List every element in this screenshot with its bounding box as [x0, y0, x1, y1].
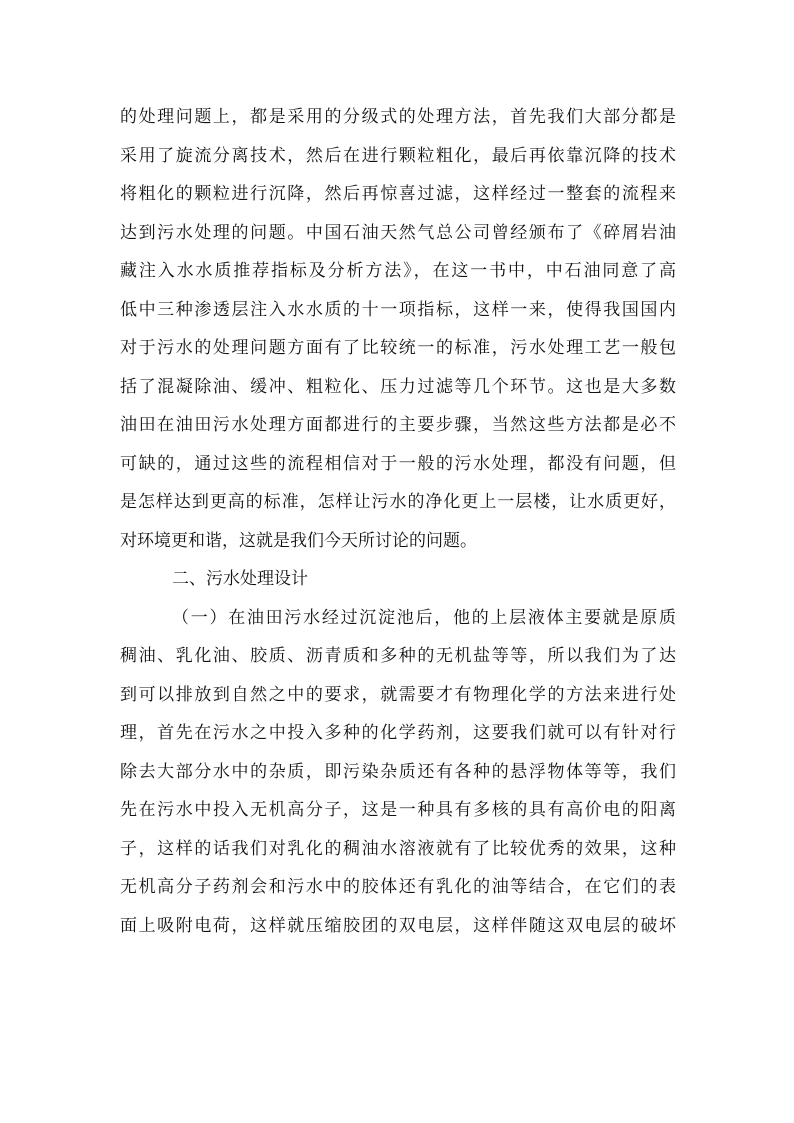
text-line: 对于污水的处理问题方面有了比较统一的标准，污水处理工艺一般包 [120, 338, 676, 358]
text-line: 藏注入水水质推荐指标及分析方法》，在这一书中，中石油同意了高 [120, 261, 676, 281]
text-line: 达到污水处理的问题。中国石油天然气总公司曾经颁布了《碎屑岩油 [120, 222, 676, 243]
text-line: 无机高分子药剂会和污水中的胶体还有乳化的油等结合，在它们的表 [120, 877, 676, 897]
text-line: 面上吸附电荷，这样就压缩胶团的双电层，这样伴随这双电层的破坏 [120, 915, 676, 936]
text-line: 子，这样的话我们对乳化的稠油水溶液就有了比较优秀的效果，这种 [120, 838, 676, 859]
text-line: 是怎样达到更高的标准，怎样让污水的净化更上一层楼，让水质更好， [120, 492, 676, 512]
text-line: 将粗化的颗粒进行沉降，然后再惊喜过滤，这样经过一整套的流程来 [120, 184, 676, 204]
body-text [120, 98, 676, 945]
text-line: 低中三种渗透层注入水水质的十一项指标，这样一来，使得我国国内 [120, 299, 676, 320]
text-line: 可缺的，通过这些的流程相信对于一般的污水处理，都没有问题，但 [120, 453, 676, 474]
text-line: 的处理问题上，都是采用的分级式的处理方法，首先我们大部分都是 [120, 107, 676, 127]
text-line: 对环境更和谐，这就是我们今天所讨论的问题。 [120, 530, 477, 551]
text-line: 采用了旋流分离技术，然后在进行颗粒粗化，最后再依靠沉降的技术 [120, 145, 676, 166]
text-line: 稠油、乳化油、胶质、沥青质和多种的无机盐等等，所以我们为了达 [120, 646, 676, 666]
text-line: （一）在油田污水经过沉淀池后，他的上层液体主要就是原质 [172, 607, 676, 628]
text-line: 括了混凝除油、缓冲、粗粒化、压力过滤等几个环节。这也是大多数 [120, 376, 676, 397]
text-line: 先在污水中投入无机高分子，这是一种具有多核的具有高价电的阳离 [120, 800, 676, 820]
section-heading: 二、污水处理设计 [172, 569, 308, 589]
text-line: 理，首先在污水之中投入多种的化学药剂，这要我们就可以有针对行 [120, 723, 676, 743]
text-line: 到可以排放到自然之中的要求，就需要才有物理化学的方法来进行处 [120, 684, 676, 705]
text-line: 除去大部分水中的杂质，即污染杂质还有各种的悬浮物体等等，我们 [120, 761, 676, 782]
text-line: 油田在油田污水处理方面都进行的主要步骤，当然这些方法都是必不 [120, 415, 676, 435]
